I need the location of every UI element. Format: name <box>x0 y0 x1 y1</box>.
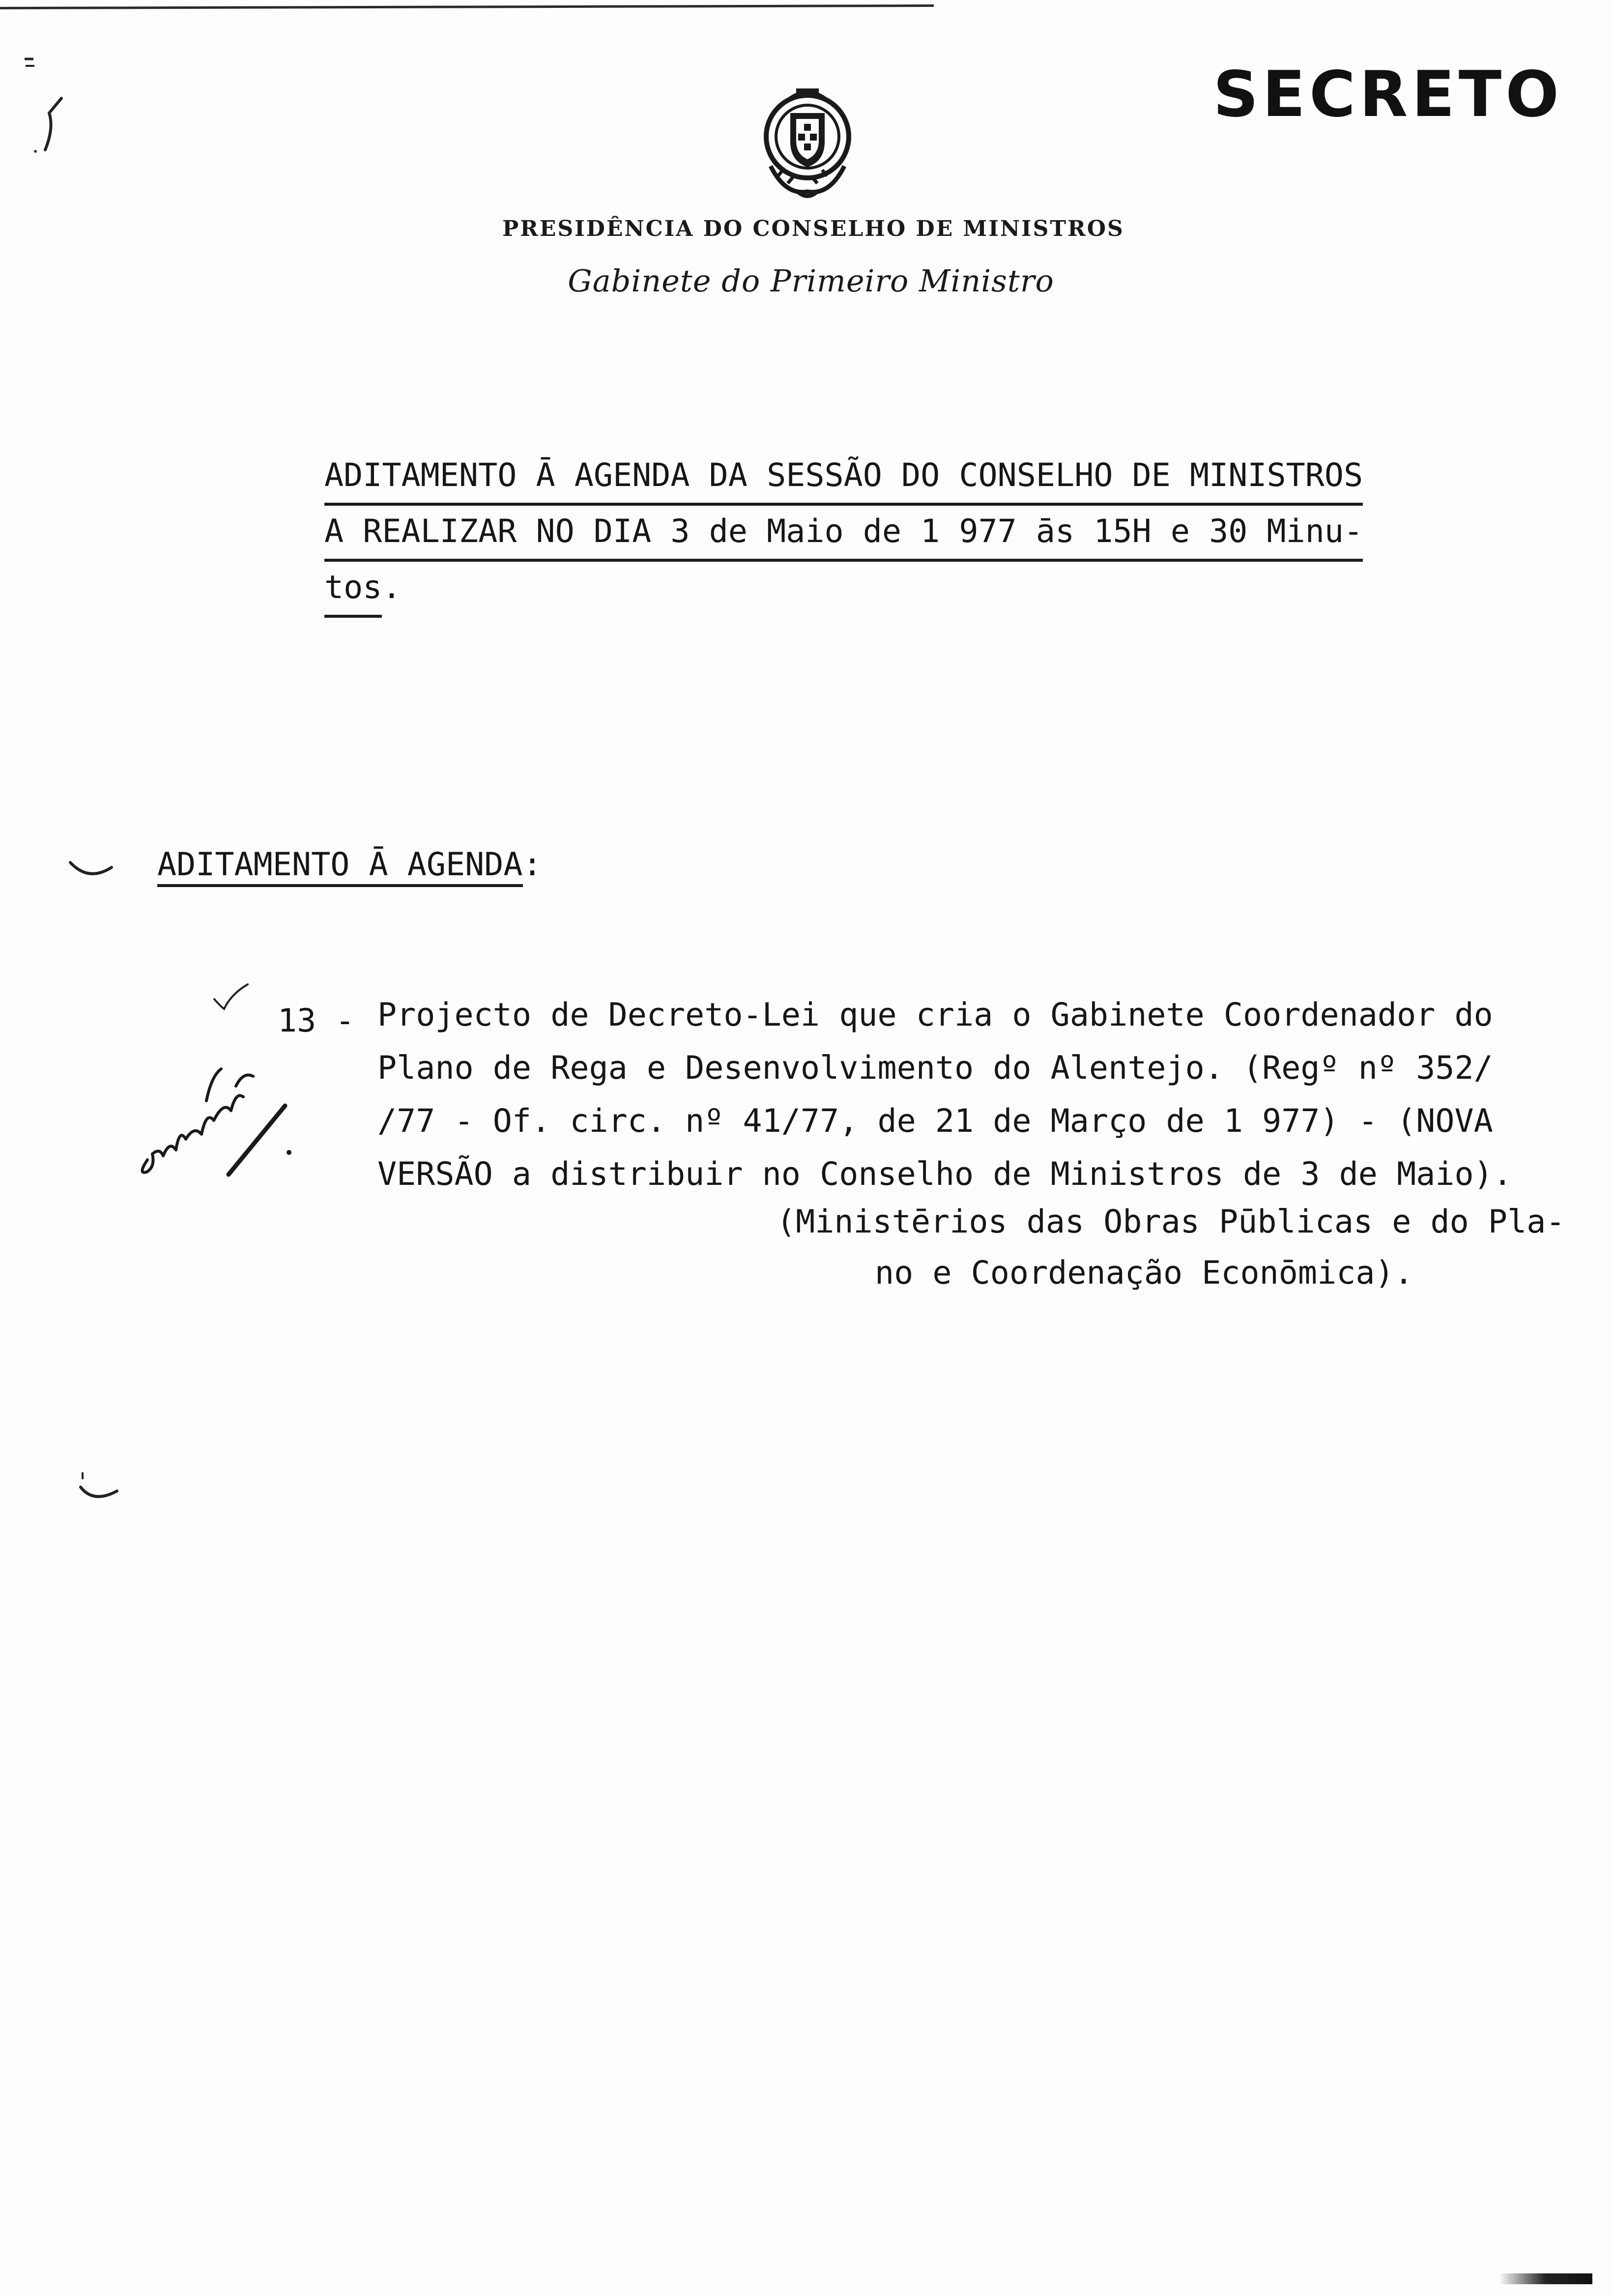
agenda-item-text <box>377 989 1557 1201</box>
margin-bracket-lower-icon <box>74 1469 123 1509</box>
title-line-3: tos <box>324 562 382 618</box>
agenda-item-number: 13 - <box>278 1003 355 1039</box>
section-heading-text: ADITAMENTO Ā AGENDA <box>157 846 523 887</box>
scan-top-rule <box>0 4 934 9</box>
office-name: Gabinete do Primeiro Ministro <box>568 263 1054 299</box>
section-heading-colon: : <box>522 846 542 883</box>
document-title <box>324 450 1406 618</box>
title-line-1: ADITAMENTO Ā AGENDA DA SESSÃO DO CONSELHO DE MINISTROS <box>324 450 1363 506</box>
ministries-line-1: (Ministērios das Obras Pūblicas e do Pla- <box>777 1204 1565 1240</box>
classification-stamp: SECRETO <box>1213 58 1563 131</box>
ministries-line-2: no e Coordenação Econōmica). <box>875 1255 1413 1292</box>
agenda-item-line-1: Projecto de Decreto-Lei que cria o Gabinete Coordenador do <box>377 997 1493 1033</box>
margin-bracket-icon <box>66 858 115 887</box>
handwritten-note-adiado <box>133 1042 310 1184</box>
responsible-ministries <box>777 1197 1565 1299</box>
title-line-2: A REALIZAR NO DIA 3 de Maio de 1 977 ās 15H e 30 Minu- <box>324 506 1363 562</box>
agenda-item-line-3: /77 - Of. circ. nº 41/77, de 21 de Março de 1 977) - (NOVA <box>377 1103 1493 1140</box>
margin-pen-marks-icon <box>15 49 74 172</box>
check-mark-icon <box>211 980 251 1015</box>
agenda-item-line-4: VERSÃO a distribuir no Conselho de Ministros de 3 de Maio). <box>377 1156 1512 1193</box>
agenda-item-line-2: Plano de Rega e Desenvolvimento do Alentejo. (Regº nº 352/ <box>377 1050 1493 1087</box>
coat-of-arms-icon <box>751 83 864 205</box>
title-period: . <box>382 569 402 606</box>
scan-corner-smudge <box>1499 2273 1592 2284</box>
section-heading <box>157 843 542 887</box>
organization-name: PRESIDÊNCIA DO CONSELHO DE MINISTROS <box>502 216 1124 241</box>
